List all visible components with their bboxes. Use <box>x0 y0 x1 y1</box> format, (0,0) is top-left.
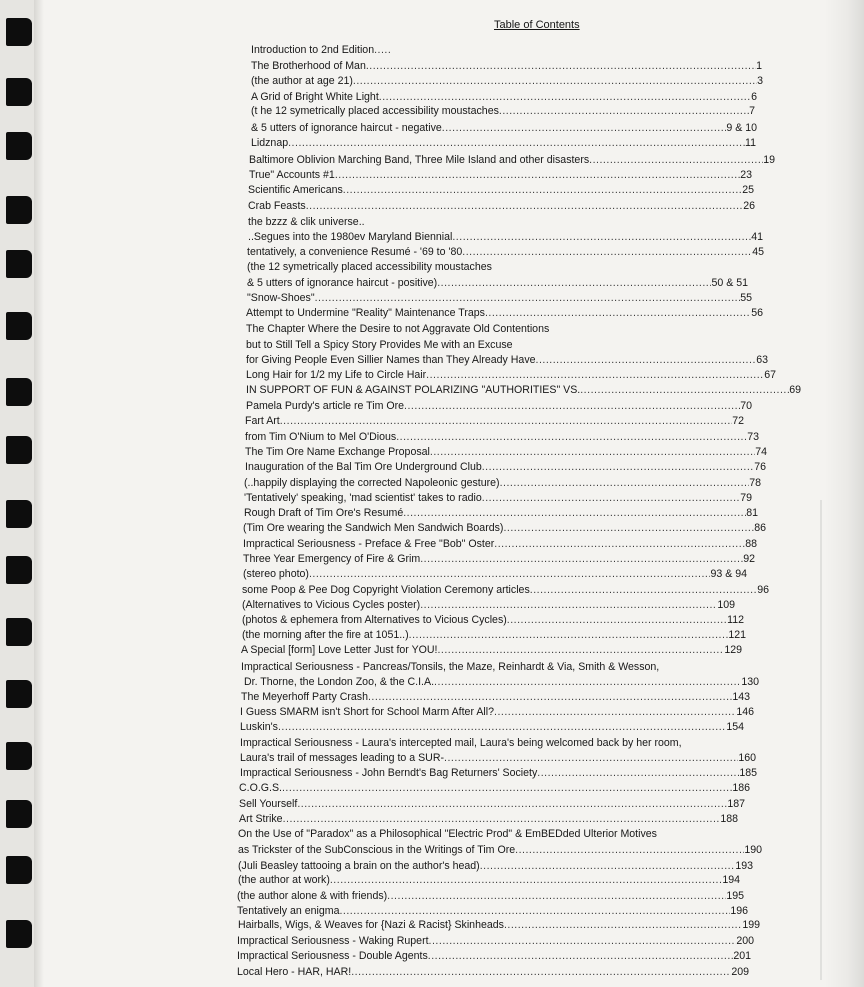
toc-leader-dots <box>580 383 789 397</box>
toc-entry <box>241 660 720 674</box>
toc-entry-title: ..Segues into the 1980ev Maryland Biennial <box>248 231 453 243</box>
toc-leader-dots <box>429 934 737 948</box>
toc-page-number: 9 & 10 <box>726 122 757 134</box>
toc-page-number: 45 <box>752 246 764 258</box>
toc-entry <box>240 766 757 780</box>
toc-leader-dots <box>452 230 751 244</box>
toc-entry-title: some Poop & Pee Dog Copyright Violation Ceremony articles <box>242 584 530 596</box>
toc-entry-title: Hairballs, Wigs, & Weaves for {Nazi & Racist} Skinheads <box>238 919 504 931</box>
toc-leader-dots <box>306 199 744 213</box>
toc-entry <box>245 460 766 474</box>
toc-page-number: 88 <box>745 538 757 550</box>
toc-entry <box>244 476 761 490</box>
toc-entry <box>243 521 766 535</box>
toc-entry <box>243 537 757 551</box>
toc-entry <box>246 399 752 413</box>
toc-leader-dots <box>503 521 754 535</box>
toc-entry-title: A Special [form] Love Letter Just for YOU! <box>241 644 438 656</box>
toc-entry-title: but to Still Tell a Spicy Story Provides Me with an Excuse <box>246 339 513 351</box>
toc-leader-dots <box>297 797 727 811</box>
toc-entry <box>251 43 390 57</box>
toc-entry-title: (the author at work) <box>238 874 330 886</box>
toc-page-number: 50 & 51 <box>711 277 748 289</box>
toc-entry-title: Rough Draft of Tim Ore's Resumé <box>244 507 404 519</box>
toc-leader-dots <box>387 889 726 903</box>
toc-entry <box>238 859 753 873</box>
toc-page-number: 112 <box>727 614 744 626</box>
toc-entry-title: Impractical Seriousness - John Berndt's Bag Returners' Society <box>240 767 538 779</box>
toc-entry-title: 'Tentatively' speaking, 'mad scientist' takes to radio <box>244 492 482 504</box>
toc-leader-dots <box>379 90 751 104</box>
toc-entry-title: (t he 12 symetrically placed accessibility moustaches <box>251 105 499 117</box>
toc-leader-dots <box>485 306 751 320</box>
toc-entry-title: & 5 utters of ignorance haircut - negative <box>251 122 442 134</box>
toc-entry <box>237 949 751 963</box>
toc-leader-dots <box>482 491 740 505</box>
toc-page-number: 186 <box>732 782 750 794</box>
toc-entry-title: Art Strike <box>239 813 283 825</box>
toc-entry-title: The Brotherhood of Man <box>251 60 366 72</box>
toc-entry <box>246 383 801 397</box>
toc-entry-title: Fart Art <box>245 415 280 427</box>
toc-leader-dots <box>403 506 746 520</box>
toc-entry <box>251 90 757 104</box>
toc-leader-dots <box>339 904 730 918</box>
toc-page-number: 74 <box>755 446 767 458</box>
toc-entry <box>251 59 762 73</box>
toc-leader-dots <box>507 613 727 627</box>
toc-leader-dots <box>420 552 743 566</box>
toc-entry-title: Attempt to Undermine "Reality" Maintenance Traps <box>246 307 485 319</box>
toc-leader-dots <box>589 153 763 167</box>
toc-entry <box>238 827 720 841</box>
toc-leader-dots <box>283 812 721 826</box>
toc-leader-dots <box>353 74 757 88</box>
toc-entry-title: Impractical Seriousness - Pancreas/Tonsils, the Maze, Reinhardt & Via, Smith & Wesson, <box>241 661 660 673</box>
toc-entry <box>247 260 540 274</box>
toc-entry-title: Introduction to 2nd Edition <box>251 44 375 56</box>
toc-leader-dots <box>366 59 756 73</box>
toc-entry-title: Crab Feasts <box>248 200 306 212</box>
toc-entry <box>239 781 750 795</box>
toc-page-number: 199 <box>742 919 760 931</box>
toc-entry-title: A Grid of Bright White Light <box>251 91 379 103</box>
toc-page-number: 187 <box>727 798 745 810</box>
toc-page-number: 130 <box>741 676 759 688</box>
toc-page-number: 6 <box>751 91 757 103</box>
toc-page-number: 190 <box>744 844 762 856</box>
toc-entry-title: Baltimore Oblivion Marching Band, Three Mile Island and other disasters <box>249 154 590 166</box>
toc-entry <box>238 873 740 887</box>
toc-leader-dots <box>335 168 740 182</box>
toc-entry-title: (stereo photo) <box>243 568 309 580</box>
toc-entry-title: The Chapter Where the Desire to not Aggravate Old Contentions <box>246 323 550 335</box>
toc-entry <box>240 705 754 719</box>
toc-entry <box>245 430 759 444</box>
toc-entry <box>247 291 752 305</box>
toc-leader-dots <box>396 430 747 444</box>
toc-page-number: 121 <box>728 629 746 641</box>
toc-page-number: 41 <box>751 231 763 243</box>
toc-entry-title: Inauguration of the Bal Tim Ore Underground Club <box>245 461 482 473</box>
toc-leader-dots <box>480 859 736 873</box>
toc-page-number: 93 & 94 <box>710 568 747 580</box>
toc-entry-title: True" Accounts #1 <box>249 169 335 181</box>
toc-leader-dots <box>430 445 755 459</box>
toc-entry-title: Local Hero - HAR, HAR! <box>237 966 352 978</box>
toc-page-number: 188 <box>720 813 738 825</box>
toc-entry <box>244 491 752 505</box>
toc-page-number: 67 <box>764 369 776 381</box>
toc-entry <box>251 136 756 150</box>
toc-leader-dots <box>278 720 726 734</box>
toc-leader-dots <box>330 873 722 887</box>
toc-entry-title: Luskin's <box>240 721 278 733</box>
toc-leader-dots <box>309 567 711 581</box>
toc-entry-title: I Guess SMARM isn't Short for School Marm After All? <box>240 706 495 718</box>
toc-leader-dots <box>282 781 732 795</box>
toc-entry-title: Dr. Thorne, the London Zoo, & the C.I.A. <box>244 676 435 688</box>
toc-entry-title: (photos & ephemera from Alternatives to Vicious Cycles) <box>242 614 507 626</box>
toc-page-number: 1 <box>756 60 762 72</box>
toc-entry-title: for Giving People Even Sillier Names than They Already Have <box>246 354 536 366</box>
toc-entry <box>240 751 756 765</box>
toc-entry <box>248 215 400 229</box>
toc-entry-title: C.O.G.S. <box>239 782 282 794</box>
toc-leader-dots <box>343 183 742 197</box>
toc-entry-title: as Trickster of the SubConscious in the Writings of Tim Ore <box>238 844 516 856</box>
toc-entry-title: Scientific Americans <box>248 184 343 196</box>
toc-leader-dots <box>494 705 736 719</box>
toc-entry-title: Impractical Seriousness - Waking Rupert <box>237 935 429 947</box>
toc-entry <box>240 720 744 734</box>
toc-entry-title: Long Hair for 1/2 my Life to Circle Hair <box>246 369 427 381</box>
toc-page-number: 76 <box>754 461 766 473</box>
toc-page-number: 69 <box>789 384 801 396</box>
toc-page-number: 209 <box>731 966 749 978</box>
toc-entry <box>246 368 776 382</box>
toc-entry-title: & 5 utters of ignorance haircut - positive) <box>247 277 438 289</box>
toc-entry <box>244 506 758 520</box>
toc-page-number: 96 <box>757 584 769 596</box>
toc-entry <box>238 843 762 857</box>
toc-leader-dots <box>515 843 744 857</box>
toc-entry <box>239 812 738 826</box>
toc-page-number: 154 <box>726 721 744 733</box>
toc-entry-title: (the 12 symetrically placed accessibility moustaches <box>247 261 492 273</box>
toc-entry <box>237 965 749 979</box>
toc-page-number: 19 <box>763 154 775 166</box>
toc-entry <box>245 445 767 459</box>
toc-leader-dots <box>288 136 745 150</box>
toc-entry <box>241 690 750 704</box>
toc-leader-dots <box>499 104 749 118</box>
toc-entry <box>249 153 775 167</box>
toc-page-number: 73 <box>747 431 759 443</box>
toc-leader-dots <box>434 675 741 689</box>
toc-entry-title: Impractical Seriousness - Laura's intercepted mail, Laura's being welcomed back by her room, <box>240 737 682 749</box>
toc-page-number: 79 <box>740 492 752 504</box>
toc-entry-title: "Snow-Shoes" <box>247 292 315 304</box>
toc-page-number: 56 <box>751 307 763 319</box>
toc-leader-dots <box>280 414 732 428</box>
toc-entry <box>249 168 752 182</box>
toc-page-number: 23 <box>740 169 752 181</box>
toc-leader-dots <box>374 43 390 57</box>
toc-leader-dots <box>437 276 711 290</box>
toc-entry-title: (Juli Beasley tattooing a brain on the author's head) <box>238 860 480 872</box>
toc-entry <box>247 245 764 259</box>
toc-entry <box>237 934 754 948</box>
toc-page-number: 63 <box>756 354 768 366</box>
toc-page-number: 26 <box>743 200 755 212</box>
toc-entry <box>242 628 746 642</box>
toc-leader-dots <box>536 353 757 367</box>
toc-page-number: 185 <box>739 767 757 779</box>
toc-entry <box>246 322 600 336</box>
toc-leader-dots <box>404 399 740 413</box>
toc-entry <box>237 904 748 918</box>
toc-entry <box>240 736 760 750</box>
toc-leader-dots <box>409 628 729 642</box>
toc-page-number: 11 <box>745 137 756 149</box>
toc-page-number: 86 <box>754 522 766 534</box>
toc-page-number: 143 <box>732 691 750 703</box>
toc-entry-title: the bzzz & clik universe.. <box>248 216 365 228</box>
toc-entry-title: On the Use of "Paradox" as a Philosophical "Electric Prod" & EmBEDded Ulterior Motives <box>238 828 657 840</box>
toc-entry <box>251 121 757 135</box>
toc-entry-title: tentatively, a convenience Resumé - '69 to '80 <box>247 246 463 258</box>
toc-entry <box>248 230 763 244</box>
toc-entry <box>241 643 742 657</box>
toc-leader-dots <box>500 476 750 490</box>
toc-entry-title: (Tim Ore wearing the Sandwich Men Sandwich Boards) <box>243 522 504 534</box>
toc-leader-dots <box>482 460 754 474</box>
toc-leader-dots <box>368 690 732 704</box>
toc-page-number: 160 <box>738 752 756 764</box>
toc-entry <box>238 918 760 932</box>
toc-leader-dots <box>462 245 752 259</box>
toc-entry <box>244 675 759 689</box>
toc-page-number: 194 <box>722 874 740 886</box>
toc-entry <box>251 74 763 88</box>
toc-leader-dots <box>420 598 717 612</box>
toc-page-number: 200 <box>736 935 754 947</box>
toc-page-number: 193 <box>735 860 753 872</box>
toc-entry-title: (Alternatives to Vicious Cycles poster) <box>242 599 421 611</box>
toc-page-number: 195 <box>726 890 744 902</box>
toc-entry-title: (the morning after the fire at 1051..) <box>242 629 409 641</box>
toc-entry-title: Lidznap <box>251 137 289 149</box>
toc-entry <box>243 552 755 566</box>
toc-entry <box>242 598 735 612</box>
toc-page-number: 25 <box>742 184 754 196</box>
toc-entry-title: IN SUPPORT OF FUN & AGAINST POLARIZING "AUTHORITIES" VS. <box>246 384 581 396</box>
toc-leader-dots <box>537 766 739 780</box>
toc-entry <box>242 613 744 627</box>
toc-page-number: 3 <box>757 75 763 87</box>
toc-leader-dots <box>444 751 738 765</box>
toc-entry-title: Sell Yourself <box>239 798 298 810</box>
toc-leader-dots <box>428 949 734 963</box>
toc-entry <box>237 889 744 903</box>
toc-entry <box>243 567 747 581</box>
toc-page-number: 7 <box>749 105 755 117</box>
toc-entry-title: The Meyerhoff Party Crash <box>241 691 368 703</box>
toc-page-number: 72 <box>732 415 744 427</box>
toc-leader-dots <box>437 643 724 657</box>
toc-leader-dots <box>426 368 764 382</box>
toc-entry-title: (the author at age 21) <box>251 75 353 87</box>
toc-entry-title: Laura's trail of messages leading to a SUR- <box>240 752 444 764</box>
toc-entry <box>245 414 744 428</box>
toc-page-number: 146 <box>736 706 754 718</box>
toc-leader-dots <box>351 965 731 979</box>
toc-leader-dots <box>494 537 745 551</box>
toc-entry <box>246 306 763 320</box>
toc-page-number: 109 <box>717 599 735 611</box>
toc-entry-title: from Tim O'Nium to Mel O'Dious <box>245 431 397 443</box>
toc-entry-title: Pamela Purdy's article re Tim Ore <box>246 400 405 412</box>
toc-entry-title: Tentatively an enigma <box>237 905 340 917</box>
toc-page-number: 78 <box>749 477 761 489</box>
toc-leader-dots <box>530 583 757 597</box>
toc-entry-title: (the author alone & with friends) <box>237 890 388 902</box>
toc-entry-title: Impractical Seriousness - Preface & Free "Bob" Oster <box>243 538 495 550</box>
toc-leader-dots <box>442 121 727 135</box>
toc-page-number: 196 <box>730 905 748 917</box>
toc-page-number: 81 <box>746 507 758 519</box>
toc-page-number: 201 <box>733 950 751 962</box>
page-title: Table of Contents <box>494 19 580 31</box>
toc-entry-title: Impractical Seriousness - Double Agents <box>237 950 428 962</box>
toc-page-number: 129 <box>724 644 742 656</box>
toc-leader-dots <box>315 291 741 305</box>
toc-entry-title: Three Year Emergency of Fire & Grim <box>243 553 421 565</box>
toc-entry-title: (..happily displaying the corrected Napoleonic gesture) <box>244 477 500 489</box>
toc-entry-title: The Tim Ore Name Exchange Proposal <box>245 446 430 458</box>
toc-page-number: 70 <box>740 400 752 412</box>
toc-page-number: 92 <box>743 553 755 565</box>
toc-entry <box>246 338 600 352</box>
toc-entry <box>239 797 745 811</box>
toc-entry <box>251 104 755 118</box>
toc-entry <box>248 199 755 213</box>
toc-entry <box>246 353 768 367</box>
toc-leader-dots <box>504 918 742 932</box>
toc-page-number: 55 <box>740 292 752 304</box>
toc-entry <box>242 583 769 597</box>
toc-entry <box>248 183 754 197</box>
toc-entry <box>247 276 748 290</box>
